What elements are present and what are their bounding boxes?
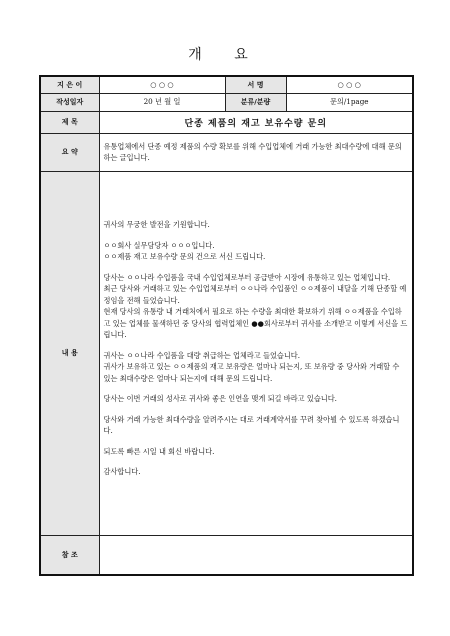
content-paragraph: 당사는 이번 거래의 성사로 귀사와 좋은 인연을 맺게 되길 바라고 있습니다. xyxy=(103,394,337,404)
content-row xyxy=(40,171,413,535)
category-value: 문의/1page xyxy=(286,93,413,111)
content-paragraph: ㅇㅇ회사 실무담당자 ㅇㅇㅇ입니다. ㅇㅇ제품 재고 보유수량 문의 건으로 서신 드립니다. xyxy=(103,240,266,262)
content-paragraphs xyxy=(104,219,409,478)
author-value: ○ ○ ○ xyxy=(99,76,225,93)
author-label: 지 은 이 xyxy=(40,76,99,93)
author-row xyxy=(40,76,413,93)
summary-value: 유통업체에서 단종 예정 제품의 수량 확보를 위해 수입업체에 거래 가능한 최대수량에 대해 문의하는 글입니다. xyxy=(99,133,413,171)
signature-value: ○ ○ ○ xyxy=(286,76,413,93)
content-label: 내 용 xyxy=(40,171,99,535)
date-row xyxy=(40,93,413,111)
content-paragraph: 당사와 거래 가능한 최대수량을 알려주시는 대로 거래계약서를 꾸려 찾아뵐 수 있도록 하겠습니다. xyxy=(103,414,400,436)
content-paragraph: 되도록 빠른 시일 내 회신 바랍니다. xyxy=(103,446,215,456)
overview-form xyxy=(39,75,414,576)
subject-row xyxy=(40,111,413,133)
summary-row xyxy=(40,133,413,171)
date-value: 20 년 월 일 xyxy=(99,93,225,111)
content-paragraph: 귀사의 무궁한 발전을 기원합니다. xyxy=(103,220,210,230)
content-paragraph: 감사합니다. xyxy=(103,467,141,477)
content-paragraph: 귀사는 ㅇㅇ나라 수입품을 대량 취급하는 업체라고 들었습니다. 귀사가 보유하고 있는 ㅇㅇ제품의 재고 보유량은 얼마나 되는지, 또 보유량 중 당사와 거래할 수 있는 최대수량은 얼마나 되는지에 대해 문의 드립니다. xyxy=(103,350,400,383)
content-body xyxy=(99,171,413,535)
subject-label: 제 목 xyxy=(40,111,99,133)
content-paragraph: 당사는 ㅇㅇ나라 수입품을 국내 수입업체로부터 공급받아 시장에 유통하고 있는 업체입니다. 최근 당사와 거래하고 있는 수입업체로부터 ㅇㅇ나라 수입품인 ㅇㅇ제품이 내달을 기해 단종할 예정임을 전해 들었습니다. 현재 당사의 유통량 내 거래처에서 필요로 하는 수량을 최대한 확보하기 위해 ㅇㅇ제품을 수입하고 있는 업체를 물색하던 중 당사의 협력업체인 ●●회사로부터 귀사를 소개받고 이렇게 서신을 드립니다. xyxy=(103,272,408,340)
page-title: 개 요 xyxy=(188,47,262,63)
summary-label: 요 약 xyxy=(40,133,99,171)
subject-value: 단종 제품의 재고 보유수량 문의 xyxy=(99,111,413,133)
reference-value xyxy=(99,535,413,575)
reference-row xyxy=(40,535,413,575)
signature-label: 서 명 xyxy=(225,76,286,93)
category-label: 분류/분량 xyxy=(225,93,286,111)
reference-label: 참 조 xyxy=(40,535,99,575)
date-label: 작성일자 xyxy=(40,93,99,111)
